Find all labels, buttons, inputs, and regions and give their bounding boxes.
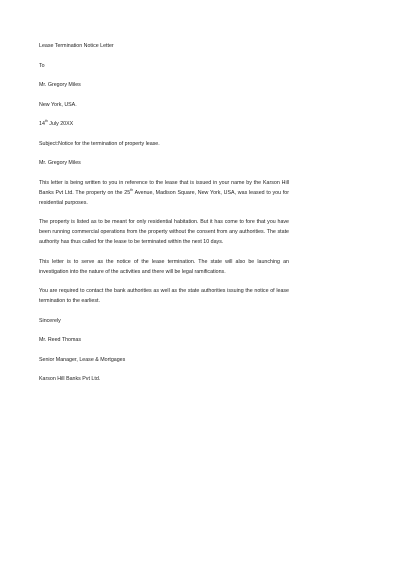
date-suffix: th	[44, 119, 48, 124]
recipient-address: New York, USA.	[39, 101, 77, 108]
paragraph-4: You are required to contact the bank authorities as well as the state authorities issuing the notice of lease termination to the earliest.	[39, 288, 289, 304]
sender-title: Senior Manager, Lease & Mortgages	[39, 356, 126, 363]
paragraph-3: This letter is to serve as the notice of the lease termination. The state will also be launching an investigation into the nature of the activities and there will be legal ramifications.	[39, 258, 289, 275]
closing: Sincerely	[39, 317, 61, 324]
date-day: 14	[39, 121, 45, 127]
to-label: To	[39, 62, 45, 69]
date-rest: July 20XX	[47, 121, 74, 127]
letter-body	[39, 41, 289, 384]
paragraph-1-lead: This letter is being written to you in reference to the lease that is issued in your name by the Karson Hill Banks Pvt Ltd. The property on the 25	[39, 179, 289, 196]
letter-date	[39, 119, 289, 129]
paragraph-1-sup: th	[130, 187, 134, 192]
paragraph-1	[39, 178, 289, 208]
sender-name: Mr. Reed Thomas	[39, 337, 81, 343]
paragraph-2: The property is listed as to be meant for only residential habitation. But it has come to fore that you have been running commercial operations from the property without the consent from any authorities. The state authority has thus called for the lease to be terminated within the next 10 days.	[39, 219, 289, 245]
sender-company: Karson Hill Banks Pvt Ltd.	[39, 376, 101, 382]
subject-line: Subject:Notice for the termination of property lease.	[39, 140, 160, 147]
salutation: Mr. Gregory Miles	[39, 160, 81, 166]
paragraph-1-tail: Avenue, Madison Square, New York, USA, was leased to you for residential purposes.	[39, 189, 290, 206]
recipient-name: Mr. Gregory Miles	[39, 82, 81, 88]
letter-title: Lease Termination Notice Letter	[39, 43, 114, 49]
